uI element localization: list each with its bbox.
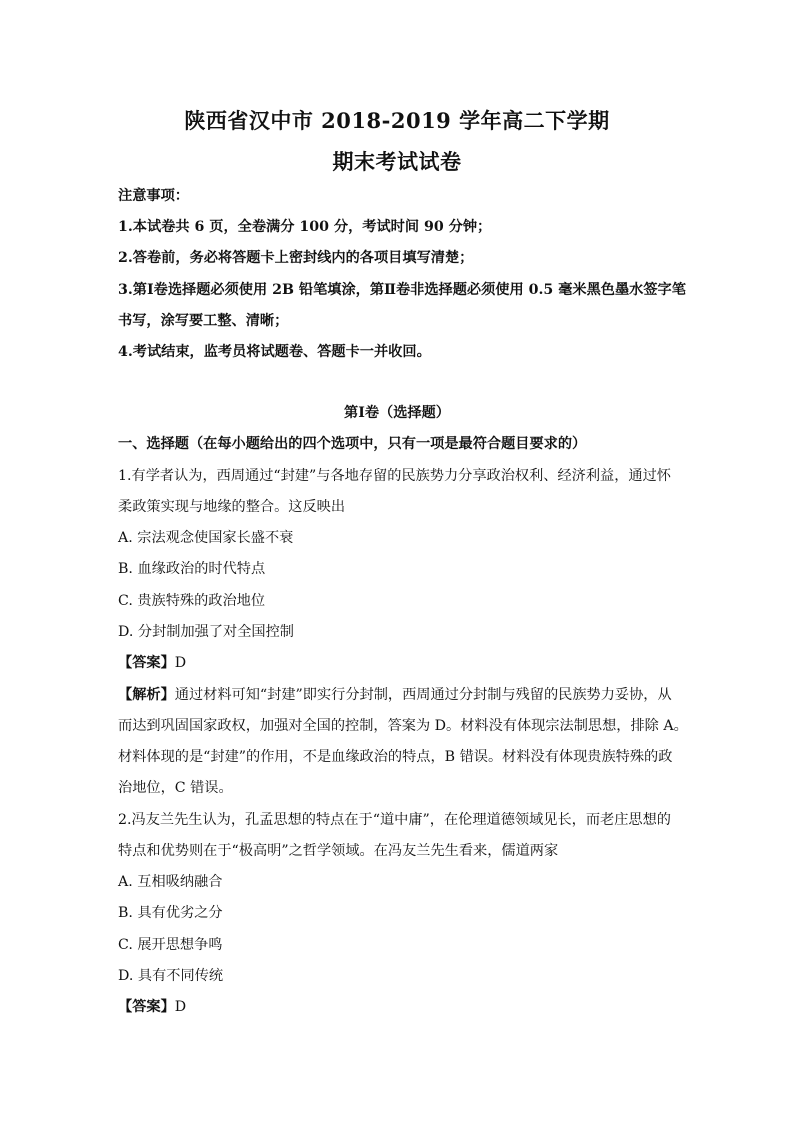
exam-title-line2: 期末考试试卷: [332, 149, 462, 174]
q2-option-d: D. 具有不同传统: [118, 968, 224, 984]
q1-analysis-text: 而达到巩固国家政权，加强对全国的控制，答案为 D。材料没有体现宗法制思想，排除 A。: [118, 718, 688, 734]
q2-option-b: B. 具有优劣之分: [118, 905, 223, 921]
q2-option-c: C. 展开思想争鸣: [118, 937, 223, 953]
q1-stem: 柔政策实现与地缘的整合。这反映出: [118, 499, 346, 515]
q1-analysis: [118, 685, 683, 705]
notice-item: 3.第Ⅰ卷选择题必须使用 2B 铅笔填涂，第Ⅱ卷非选择题必须使用 0.5 毫米黑色墨水签字笔: [118, 282, 686, 298]
notice-item-continued: 书写，涂写要工整、清晰；: [118, 313, 289, 329]
notice-item: 4.考试结束，监考员将试题卷、答题卡一并收回。: [118, 344, 431, 360]
notice-item: 1.本试卷共 6 页，全卷满分 100 分，考试时间 90 分钟；: [118, 219, 492, 235]
q1-option-c: C. 贵族特殊的政治地位: [118, 593, 266, 609]
q1-answer-label: 【答案】: [118, 655, 175, 671]
q2-option-a: A. 互相吸纳融合: [118, 874, 223, 890]
q1-answer: [118, 653, 683, 673]
section-subtitle: 一、选择题（在每小题给出的四个选项中，只有一项是最符合题目要求的）: [118, 436, 587, 452]
q2-answer: [118, 997, 683, 1017]
q2-stem: 2.冯友兰先生认为，孔孟思想的特点在于“道中庸”，在伦理道德领域见长，而老庄思想的: [118, 812, 671, 828]
q1-analysis-text: 治地位，C 错误。: [118, 780, 233, 796]
q1-analysis-label: 【解析】: [118, 687, 175, 703]
section-title: 第Ⅰ卷（选择题）: [344, 405, 450, 421]
q1-option-a: A. 宗法观念使国家长盛不衰: [118, 530, 294, 546]
q2-answer-label: 【答案】: [118, 999, 175, 1015]
q2-answer-value: D: [174, 999, 187, 1015]
q1-analysis-text: 材料体现的是“封建”的作用，不是血缘政治的特点，B 错误。材料没有体现贵族特殊的政: [118, 749, 673, 765]
q1-stem: 1.有学者认为，西周通过“封建”与各地存留的民族势力分享政治权利、经济利益，通过怀: [118, 468, 671, 484]
q2-stem: 特点和优势则在于“极高明”之哲学领域。在冯友兰先生看来，儒道两家: [118, 843, 559, 859]
exam-title-line1: 陕西省汉中市 2018-2019 学年高二下学期: [184, 108, 610, 133]
notice-heading: 注意事项：: [118, 188, 189, 204]
q1-answer-value: D: [174, 655, 187, 671]
notice-item: 2.答卷前，务必将答题卡上密封线内的各项目填写清楚；: [118, 250, 474, 266]
q1-option-b: B. 血缘政治的时代特点: [118, 561, 266, 577]
q1-option-d: D. 分封制加强了对全国控制: [118, 624, 294, 640]
q1-analysis-text: 通过材料可知“封建”即实行分封制，西周通过分封制与残留的民族势力妥协，从: [174, 687, 672, 703]
